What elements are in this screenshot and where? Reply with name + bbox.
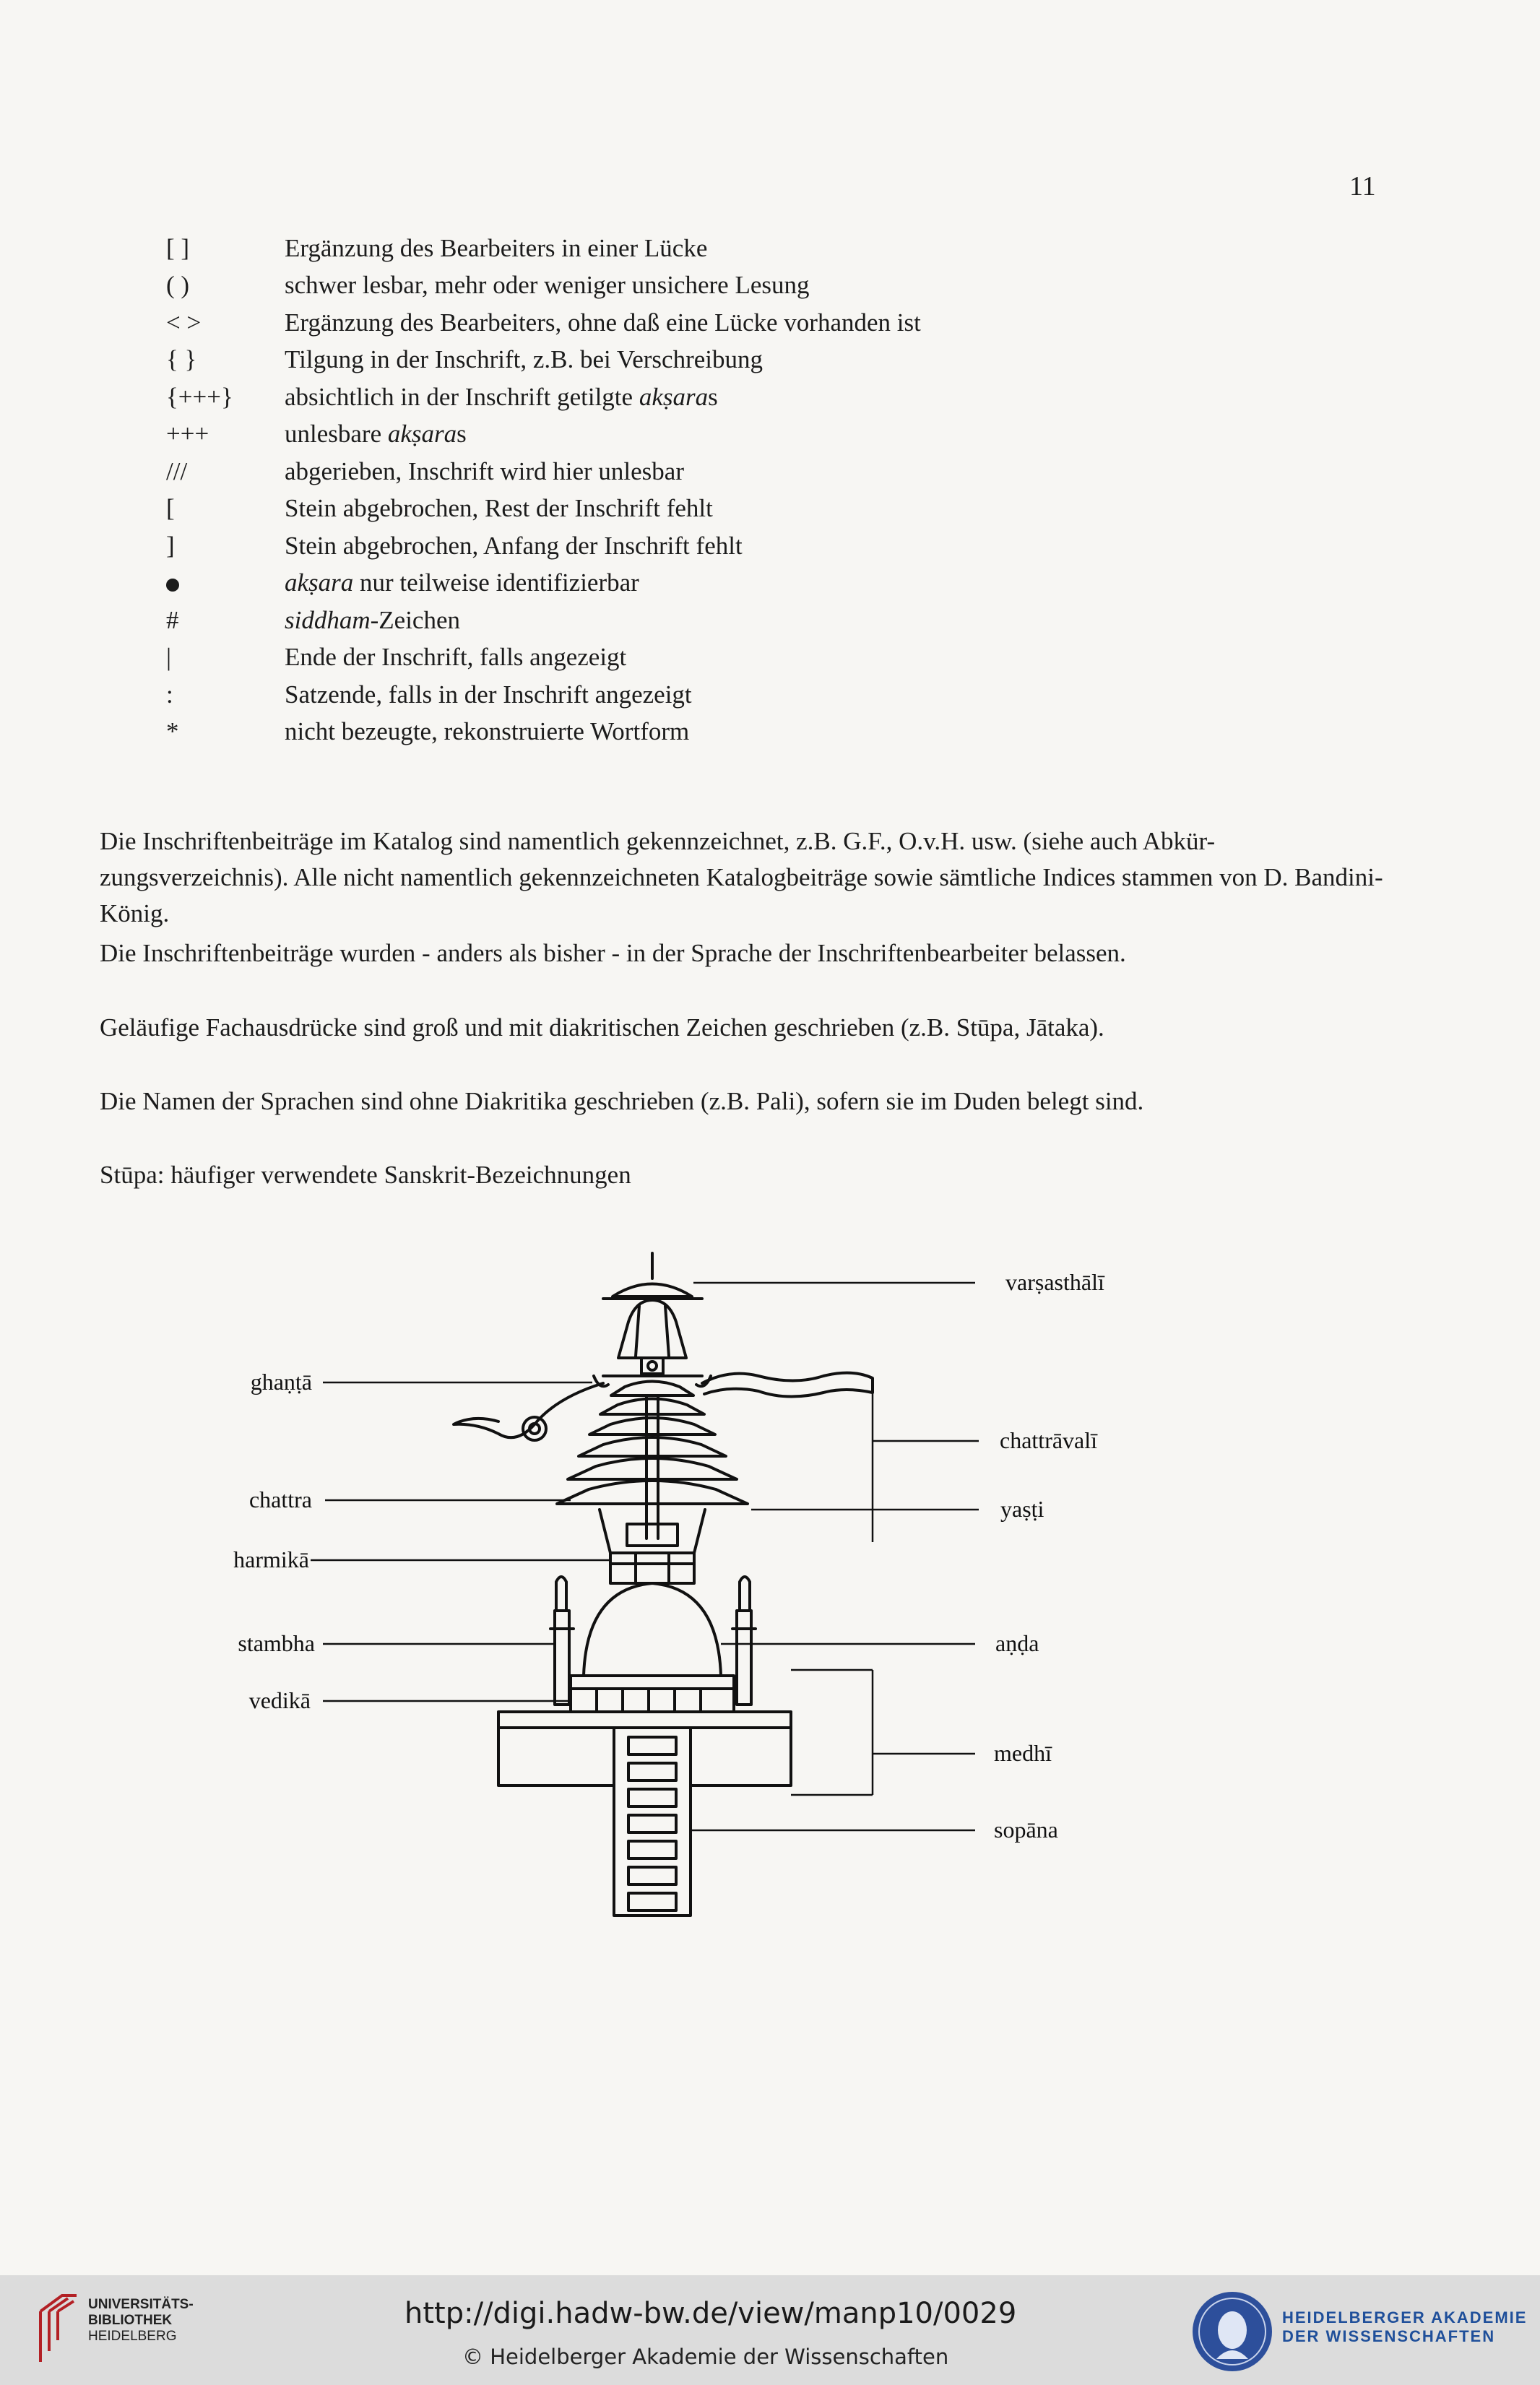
paragraph-language-names: Die Namen der Sprachen sind ohne Diakritika geschrieben (z.B. Pali), sofern sie im Duden belegt sind.	[100, 1087, 1144, 1115]
legend-row	[159, 602, 1242, 639]
legend-text: Satzende, falls in der Inschrift angezeigt	[285, 680, 692, 709]
legend-text-italic: siddham	[285, 605, 371, 634]
permalink-url[interactable]: http://digi.hadw-bw.de/view/manp10/0029	[405, 2297, 1017, 2330]
legend-symbol: #	[166, 605, 179, 634]
legend-text: Tilgung in der Inschrift, z.B. bei Verschreibung	[285, 345, 763, 374]
footer-bar	[0, 2275, 1540, 2385]
label-medhi: medhī	[994, 1740, 1052, 1766]
legend-text: Stein abgebrochen, Rest der Inschrift fehlt	[285, 494, 713, 523]
legend-row	[159, 267, 1242, 305]
legend-text-italic: akṣara	[285, 568, 354, 597]
label-chattra: chattra	[248, 1486, 312, 1512]
legend-row	[159, 527, 1242, 565]
legend-symbol: { }	[166, 345, 197, 374]
legend-symbol: *	[166, 717, 179, 746]
label-varsasthali: varṣasthālī	[1005, 1269, 1104, 1295]
legend-symbol: [	[166, 494, 175, 523]
legend-row	[159, 714, 1242, 751]
academy-name-line: DER WISSENSCHAFTEN	[1282, 2327, 1496, 2345]
label-sopana: sopāna	[994, 1817, 1058, 1843]
label-harmika: harmikā	[233, 1546, 309, 1572]
legend-text	[285, 568, 639, 597]
legend-row	[159, 304, 1242, 342]
legend-text-suffix: s	[457, 420, 467, 449]
legend-symbol: ( )	[166, 271, 190, 300]
legend-symbol: |	[166, 643, 172, 672]
legend-row	[159, 676, 1242, 714]
academy-seal-icon	[1190, 2290, 1274, 2373]
legend-row	[159, 453, 1242, 490]
legend-text	[285, 383, 718, 412]
stupa-diagram	[0, 1228, 1540, 1936]
paragraph-stupa-heading: Stūpa: häufiger verwendete Sanskrit-Bezeichnungen	[100, 1161, 631, 1189]
legend-symbol: :	[166, 680, 173, 709]
legend-row	[159, 639, 1242, 677]
label-stambha: stambha	[238, 1630, 315, 1656]
legend-symbol: [ ]	[166, 233, 190, 262]
paragraph-technical-terms: Geläufige Fachausdrücke sind groß und mit diakritischen Zeichen geschrieben (z.B. Stūpa, Jātaka).	[100, 1013, 1104, 1042]
label-yasti: yaṣṭi	[1000, 1496, 1044, 1522]
bullet-icon	[166, 579, 179, 592]
paragraph-authorship: Die Inschriftenbeiträge im Katalog sind namentlich gekennzeichnet, z.B. G.F., O.v.H. usw. (siehe auch Abkür-zungsverzeichnis). Alle nicht namentlich gekennzeichneten Katalogbeiträge sowie sämtliche Indices stammen von D. Bandini-König.	[100, 827, 1383, 927]
legend-text	[285, 606, 460, 635]
label-vedika: vedikā	[248, 1687, 311, 1713]
legend-text-suffix: s	[708, 382, 718, 411]
academy-name-line: HEIDELBERGER AKADEMIE	[1282, 2308, 1528, 2326]
library-name-line: UNIVERSITÄTS-	[88, 2297, 194, 2312]
legend-text: Ergänzung des Bearbeiters in einer Lücke	[285, 233, 708, 262]
legend-text: Ergänzung des Bearbeiters, ohne daß eine Lücke vorhanden ist	[285, 308, 921, 337]
legend-text-suffix: -Zeichen	[370, 605, 460, 634]
label-anda: aṇḍa	[995, 1630, 1039, 1656]
library-logo-icon	[33, 2290, 84, 2369]
library-name-line: BIBLIOTHEK	[88, 2313, 173, 2328]
legend-text-suffix: nur teilweise identifizierbar	[353, 568, 639, 597]
symbol-legend	[159, 230, 1242, 750]
legend-text: nicht bezeugte, rekonstruierte Wortform	[285, 717, 690, 746]
legend-text: schwer lesbar, mehr oder weniger unsichere Lesung	[285, 271, 810, 300]
legend-symbol: < >	[166, 308, 202, 337]
legend-text: Stein abgebrochen, Anfang der Inschrift fehlt	[285, 531, 743, 560]
legend-symbol: ]	[166, 531, 175, 560]
legend-symbol: ///	[166, 456, 188, 485]
legend-text-plain: unlesbare	[285, 420, 388, 449]
legend-symbol: +++	[166, 420, 209, 449]
legend-row	[159, 565, 1242, 602]
page-number: 11	[1349, 171, 1376, 202]
legend-text-italic: akṣara	[387, 420, 457, 449]
legend-row	[159, 230, 1242, 267]
legend-symbol	[159, 568, 285, 597]
copyright-notice: © Heidelberger Akademie der Wissenschaften	[462, 2345, 949, 2369]
legend-row	[159, 490, 1242, 528]
legend-text: Ende der Inschrift, falls angezeigt	[285, 643, 627, 672]
legend-text-italic: akṣara	[639, 382, 709, 411]
legend-row	[159, 378, 1242, 416]
legend-text-plain: absichtlich in der Inschrift getilgte	[285, 382, 639, 411]
legend-text: abgerieben, Inschrift wird hier unlesbar	[285, 456, 684, 485]
library-name	[88, 2297, 194, 2345]
label-chattravali: chattrāvalī	[1000, 1427, 1098, 1453]
legend-row	[159, 342, 1242, 379]
label-ghanta: ghaṇṭā	[250, 1369, 312, 1395]
library-name-line: HEIDELBERG	[88, 2329, 177, 2344]
legend-row	[159, 416, 1242, 454]
legend-text	[285, 420, 467, 449]
paragraph-language: Die Inschriftenbeiträge wurden - anders als bisher - in der Sprache der Inschriftenbearbeiter belassen.	[100, 939, 1126, 967]
legend-symbol: {+++}	[166, 382, 233, 411]
academy-name	[1282, 2308, 1527, 2346]
